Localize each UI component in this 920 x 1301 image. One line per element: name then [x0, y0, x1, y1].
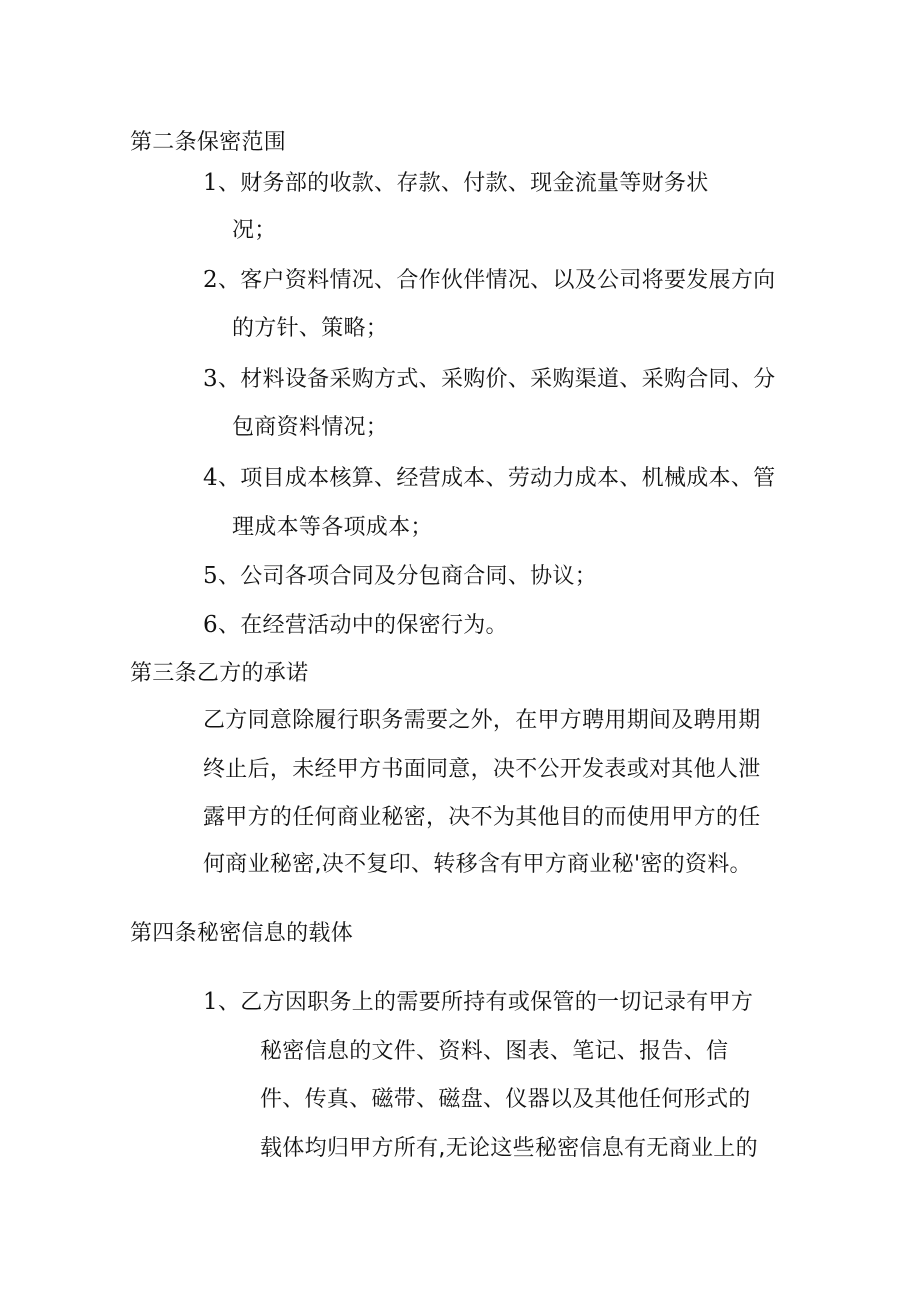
section2-item-3 [203, 364, 775, 395]
section4-item-1 [203, 987, 753, 1018]
item-number: 1 [203, 170, 218, 196]
section2-item-3-cont: 包商资料情况； [232, 415, 389, 440]
section4-item-1-cont-2: 件、传真、磁带、磁盘、仪器以及其他任何形式的 [260, 1087, 751, 1112]
section4-item-1-cont-1: 秘密信息的文件、资料、图表、笔记、报告、信 [260, 1039, 729, 1064]
section3-heading: 第三条乙方的承诺 [130, 661, 309, 686]
item-text: 、财务部的收款、存款、付款、现金流量等财务状 [217, 171, 709, 196]
item-text: 、公司各项合同及分包商合同、协议； [217, 564, 598, 589]
item-number: 6 [203, 612, 218, 638]
section2-item-1 [203, 168, 709, 199]
section2-item-2-cont: 的方针、策略； [232, 316, 389, 341]
section2-item-4-cont: 理成本等各项成本； [232, 515, 433, 540]
item-number: 2 [203, 267, 218, 293]
section2-item-4 [203, 463, 775, 494]
section2-item-5 [203, 561, 597, 592]
section2-item-1-cont: 况； [232, 218, 277, 243]
section2-heading: 第二条保密范围 [130, 130, 287, 155]
item-number: 1 [203, 989, 218, 1015]
section2-item-2 [203, 265, 775, 296]
section3-line-2: 终止后，未经甲方书面同意，决不公开发表或对其他人泄 [203, 757, 761, 782]
item-number: 5 [203, 563, 218, 589]
item-text: 、材料设备采购方式、采购价、采购渠道、采购合同、分 [217, 367, 776, 392]
section3-line-4: 何商业秘密,决不复印、转移含有甲方商业秘'密的资料。 [203, 852, 752, 877]
item-number: 3 [203, 366, 218, 392]
section4-heading: 第四条秘密信息的载体 [130, 921, 354, 946]
section2-item-6 [203, 610, 508, 641]
item-text: 、项目成本核算、经营成本、劳动力成本、机械成本、管 [217, 466, 776, 491]
item-text: 、客户资料情况、合作伙伴情况、以及公司将要发展方向 [217, 268, 776, 293]
section4-item-1-cont-3: 载体均归甲方所有,无论这些秘密信息有无商业上的 [260, 1136, 758, 1161]
item-number: 4 [203, 465, 218, 491]
item-text: 、乙方因职务上的需要所持有或保管的一切记录有甲方 [217, 990, 754, 1015]
item-text: 、在经营活动中的保密行为。 [217, 613, 508, 638]
section3-line-3: 露甲方的任何商业秘密，决不为其他目的而使用甲方的任 [203, 805, 761, 830]
section3-line-1: 乙方同意除履行职务需要之外，在甲方聘用期间及聘用期 [203, 708, 761, 733]
